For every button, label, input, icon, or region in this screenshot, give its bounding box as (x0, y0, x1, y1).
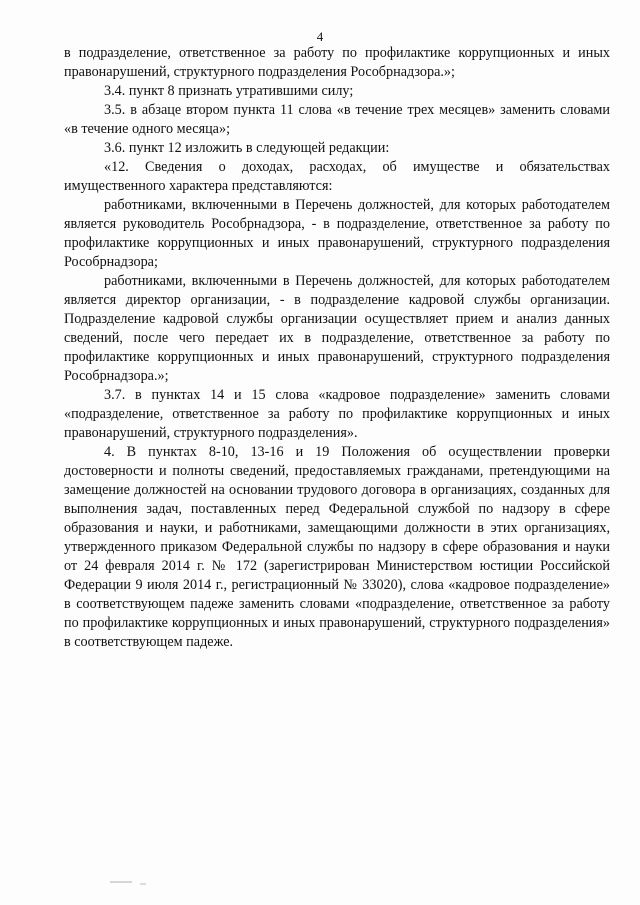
paragraph: работниками, включенными в Перечень должностей, для которых работодателем является директор организации, - в подразделение кадровой службы организации. Подразделение кадровой службы организации осуществляет прием и анализ данных сведений, после чего передает их в подразделение, ответственное за работу по профилактике коррупционных и иных правонарушений, структурного подразделения Рособрнадзора.»; (64, 273, 610, 384)
paragraph: «12. Сведения о доходах, расходах, об имуществе и обязательствах имущественного характера представляются: (64, 159, 610, 194)
paragraph: в подразделение, ответственное за работу по профилактике коррупционных и иных правонарушений, структурного подразделения Рособрнадзора.»; (64, 45, 610, 80)
page-number: 4 (316, 29, 324, 44)
paragraph: 3.5. в абзаце втором пункта 11 слова «в течение трех месяцев» заменить словами «в течение одного месяца»; (64, 102, 610, 137)
document-body (64, 44, 610, 652)
paragraph: 3.4. пункт 8 признать утратившими силу; (104, 83, 354, 99)
paragraph: 3.6. пункт 12 изложить в следующей редакции: (104, 140, 390, 156)
scan-artifact (140, 883, 146, 885)
scan-artifact (110, 881, 132, 883)
paragraph: работниками, включенными в Перечень должностей, для которых работодателем является руководитель Рособрнадзора, - в подразделение, ответственное за работу по профилактике коррупционных и иных правонарушений, структурного подразделения Рособрнадзора; (64, 197, 610, 270)
paragraph: 3.7. в пунктах 14 и 15 слова «кадровое подразделение» заменить словами «подразделение, ответственное за работу по профилактике коррупционных и иных правонарушений, структурного подразделения». (64, 387, 610, 441)
paragraph: 4. В пунктах 8-10, 13-16 и 19 Положения об осуществлении проверки достоверности и полноты сведений, предоставляемых гражданами, претендующими на замещение должностей на основании трудового договора в организациях, созданных для выполнения задач, поставленных перед Федеральной службой по надзору в сфере образования и науки, и работниками, замещающими должности в этих организациях, утвержденного приказом Федеральной службы по надзору в сфере образования и науки от 24 февраля 2014 г. № 172 (зарегистрирован Министерством юстиции Российской Федерации 9 июля 2014 г., регистрационный № 33020), слова «кадровое подразделение» в соответствующем падеже заменить словами «подразделение, ответственное за работу по профилактике коррупционных и иных правонарушений, структурного подразделения» в соответствующем падеже. (64, 444, 610, 650)
